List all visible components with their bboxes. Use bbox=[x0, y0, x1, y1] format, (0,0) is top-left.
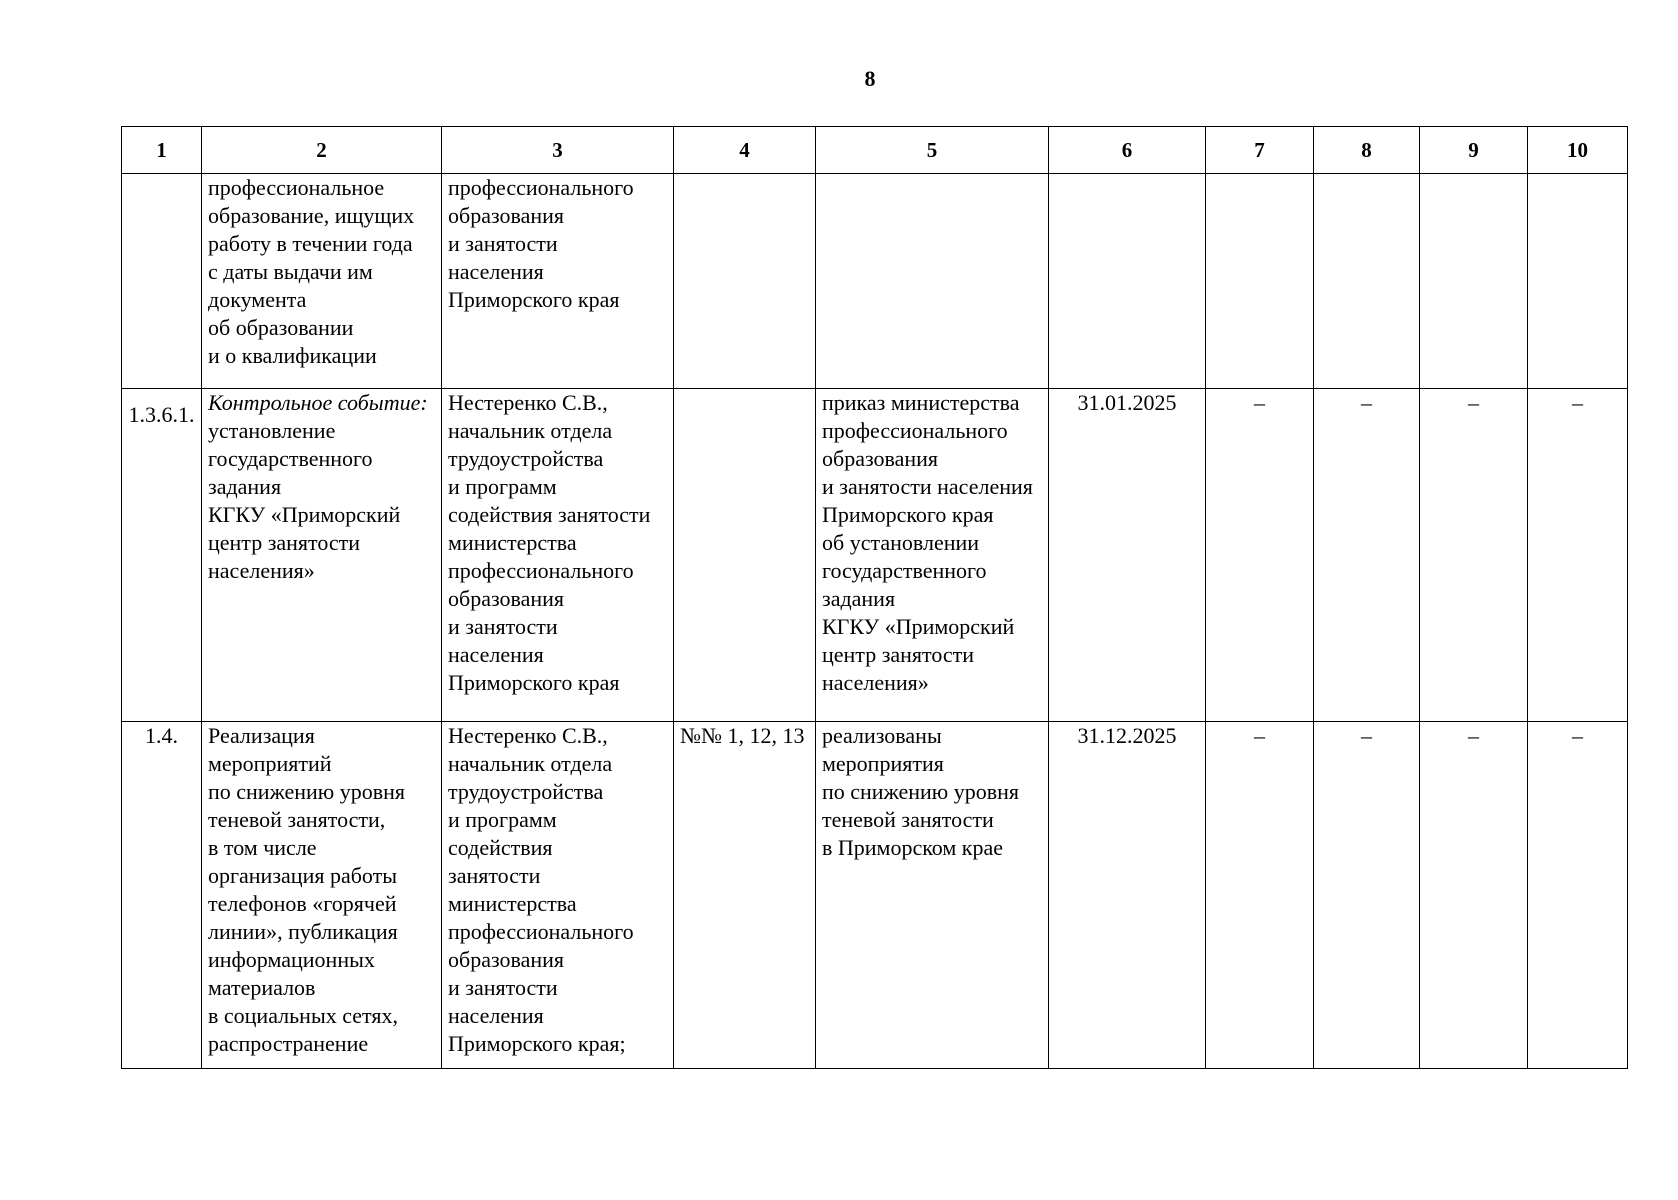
value-col-7 bbox=[1206, 174, 1314, 389]
deadline: 31.12.2025 bbox=[1049, 722, 1206, 1069]
text-line: задания bbox=[822, 586, 896, 611]
text-line: установление bbox=[208, 418, 336, 443]
responsible-person bbox=[442, 722, 674, 1069]
text-line: по снижению уровня bbox=[822, 779, 1020, 804]
value-col-9: – bbox=[1420, 389, 1528, 722]
text-line: образования bbox=[448, 203, 565, 228]
text-line: министерства bbox=[448, 530, 577, 555]
text-line: профессионального bbox=[448, 175, 634, 200]
text-line: КГКУ «Приморский bbox=[822, 614, 1015, 639]
text-line: теневой занятости bbox=[822, 807, 994, 832]
text-line: информационных bbox=[208, 947, 375, 972]
header-col-7: 7 bbox=[1206, 127, 1314, 174]
text-line: профессиональное bbox=[208, 175, 385, 200]
text-line: приказ министерства bbox=[822, 390, 1020, 415]
text-line: об установлении bbox=[822, 530, 980, 555]
text-line: населения bbox=[448, 642, 544, 667]
text-line: населения bbox=[448, 1003, 544, 1028]
measure-name bbox=[202, 722, 442, 1069]
indicator-numbers bbox=[674, 174, 816, 389]
text-line: в Приморском крае bbox=[822, 835, 1004, 860]
text-line: Нестеренко С.В., bbox=[448, 723, 608, 748]
text-line: занятости bbox=[448, 863, 541, 888]
value-col-8 bbox=[1314, 174, 1420, 389]
text-line: и о квалификации bbox=[208, 343, 377, 368]
text-line: и занятости bbox=[448, 975, 558, 1000]
measure-name bbox=[202, 174, 442, 389]
text-line: распространение bbox=[208, 1031, 369, 1056]
value-col-9: – bbox=[1420, 722, 1528, 1069]
text-line: трудоустройства bbox=[448, 446, 604, 471]
measure-name bbox=[202, 389, 442, 722]
header-col-3: 3 bbox=[442, 127, 674, 174]
text-line: содействия занятости bbox=[448, 502, 651, 527]
responsible-person bbox=[442, 389, 674, 722]
deadline: 31.01.2025 bbox=[1049, 389, 1206, 722]
table-row bbox=[122, 174, 1628, 389]
text-line: образования bbox=[448, 947, 565, 972]
text-line: мероприятия bbox=[822, 751, 944, 776]
text-line: профессионального bbox=[448, 558, 634, 583]
value-col-10 bbox=[1528, 174, 1628, 389]
control-event-label: Контрольное событие: bbox=[208, 390, 428, 415]
text-line: линии», публикация bbox=[208, 919, 398, 944]
row-number bbox=[122, 174, 202, 389]
table-row bbox=[122, 722, 1628, 1069]
indicator-numbers bbox=[674, 389, 816, 722]
text-line: задания bbox=[208, 474, 282, 499]
text-line: Реализация bbox=[208, 723, 315, 748]
text-line: телефонов «горячей bbox=[208, 891, 397, 916]
text-line: в том числе bbox=[208, 835, 317, 860]
text-line: Приморского края bbox=[822, 502, 994, 527]
text-line: образования bbox=[448, 586, 565, 611]
text-line: КГКУ «Приморский bbox=[208, 502, 401, 527]
text-line: организация работы bbox=[208, 863, 398, 888]
text-line: Приморского края bbox=[448, 287, 620, 312]
text-line: Приморского края; bbox=[448, 1031, 626, 1056]
text-line: профессионального bbox=[822, 418, 1008, 443]
text-line: начальник отдела bbox=[448, 751, 613, 776]
text-line: образования bbox=[822, 446, 939, 471]
header-col-9: 9 bbox=[1420, 127, 1528, 174]
text-line: центр занятости bbox=[822, 642, 975, 667]
deadline bbox=[1049, 174, 1206, 389]
expected-result bbox=[816, 174, 1049, 389]
value-col-10: – bbox=[1528, 722, 1628, 1069]
text-line: теневой занятости, bbox=[208, 807, 386, 832]
text-line: центр занятости bbox=[208, 530, 361, 555]
text-line: населения» bbox=[208, 558, 315, 583]
text-line: по снижению уровня bbox=[208, 779, 406, 804]
text-line: начальник отдела bbox=[448, 418, 613, 443]
header-col-4: 4 bbox=[674, 127, 816, 174]
text-line: и занятости bbox=[448, 231, 558, 256]
text-line: в социальных сетях, bbox=[208, 1003, 398, 1028]
text-line: населения bbox=[448, 259, 544, 284]
indicator-numbers bbox=[674, 722, 816, 1069]
expected-result bbox=[816, 722, 1049, 1069]
text-line: профессионального bbox=[448, 919, 634, 944]
plan-table bbox=[121, 126, 1628, 1069]
text-line: населения» bbox=[822, 670, 929, 695]
header-col-2: 2 bbox=[202, 127, 442, 174]
text-line: министерства bbox=[448, 891, 577, 916]
text-line: документа bbox=[208, 287, 307, 312]
value-col-8: – bbox=[1314, 722, 1420, 1069]
text-line: и занятости bbox=[448, 614, 558, 639]
text-line: государственного bbox=[822, 558, 987, 583]
header-col-8: 8 bbox=[1314, 127, 1420, 174]
text-line: с даты выдачи им bbox=[208, 259, 373, 284]
text-line: государственного bbox=[208, 446, 373, 471]
value-col-9 bbox=[1420, 174, 1528, 389]
text-line: об образовании bbox=[208, 315, 354, 340]
text-line: №№ 1, 12, 13 bbox=[680, 723, 805, 748]
page-number: 8 bbox=[864, 66, 876, 91]
header-col-6: 6 bbox=[1049, 127, 1206, 174]
text-line: работу в течении года bbox=[208, 231, 413, 256]
text-line: и программ bbox=[448, 474, 557, 499]
header-col-5: 5 bbox=[816, 127, 1049, 174]
text-line: материалов bbox=[208, 975, 316, 1000]
text-line: содействия bbox=[448, 835, 553, 860]
text-line: Приморского края bbox=[448, 670, 620, 695]
header-col-1: 1 bbox=[122, 127, 202, 174]
responsible-person bbox=[442, 174, 674, 389]
expected-result bbox=[816, 389, 1049, 722]
text-line: трудоустройства bbox=[448, 779, 604, 804]
text-line: образование, ищущих bbox=[208, 203, 415, 228]
value-col-7: – bbox=[1206, 722, 1314, 1069]
text-line: мероприятий bbox=[208, 751, 332, 776]
row-number: 1.4. bbox=[122, 722, 202, 1069]
value-col-7: – bbox=[1206, 389, 1314, 722]
value-col-10: – bbox=[1528, 389, 1628, 722]
text-line: и программ bbox=[448, 807, 557, 832]
text-line: и занятости населения bbox=[822, 474, 1033, 499]
value-col-8: – bbox=[1314, 389, 1420, 722]
header-row bbox=[122, 127, 1628, 174]
text-line: Нестеренко С.В., bbox=[448, 390, 608, 415]
row-number: 1.3.6.1. bbox=[122, 389, 202, 722]
text-line: реализованы bbox=[822, 723, 942, 748]
header-col-10: 10 bbox=[1528, 127, 1628, 174]
table-row bbox=[122, 389, 1628, 722]
